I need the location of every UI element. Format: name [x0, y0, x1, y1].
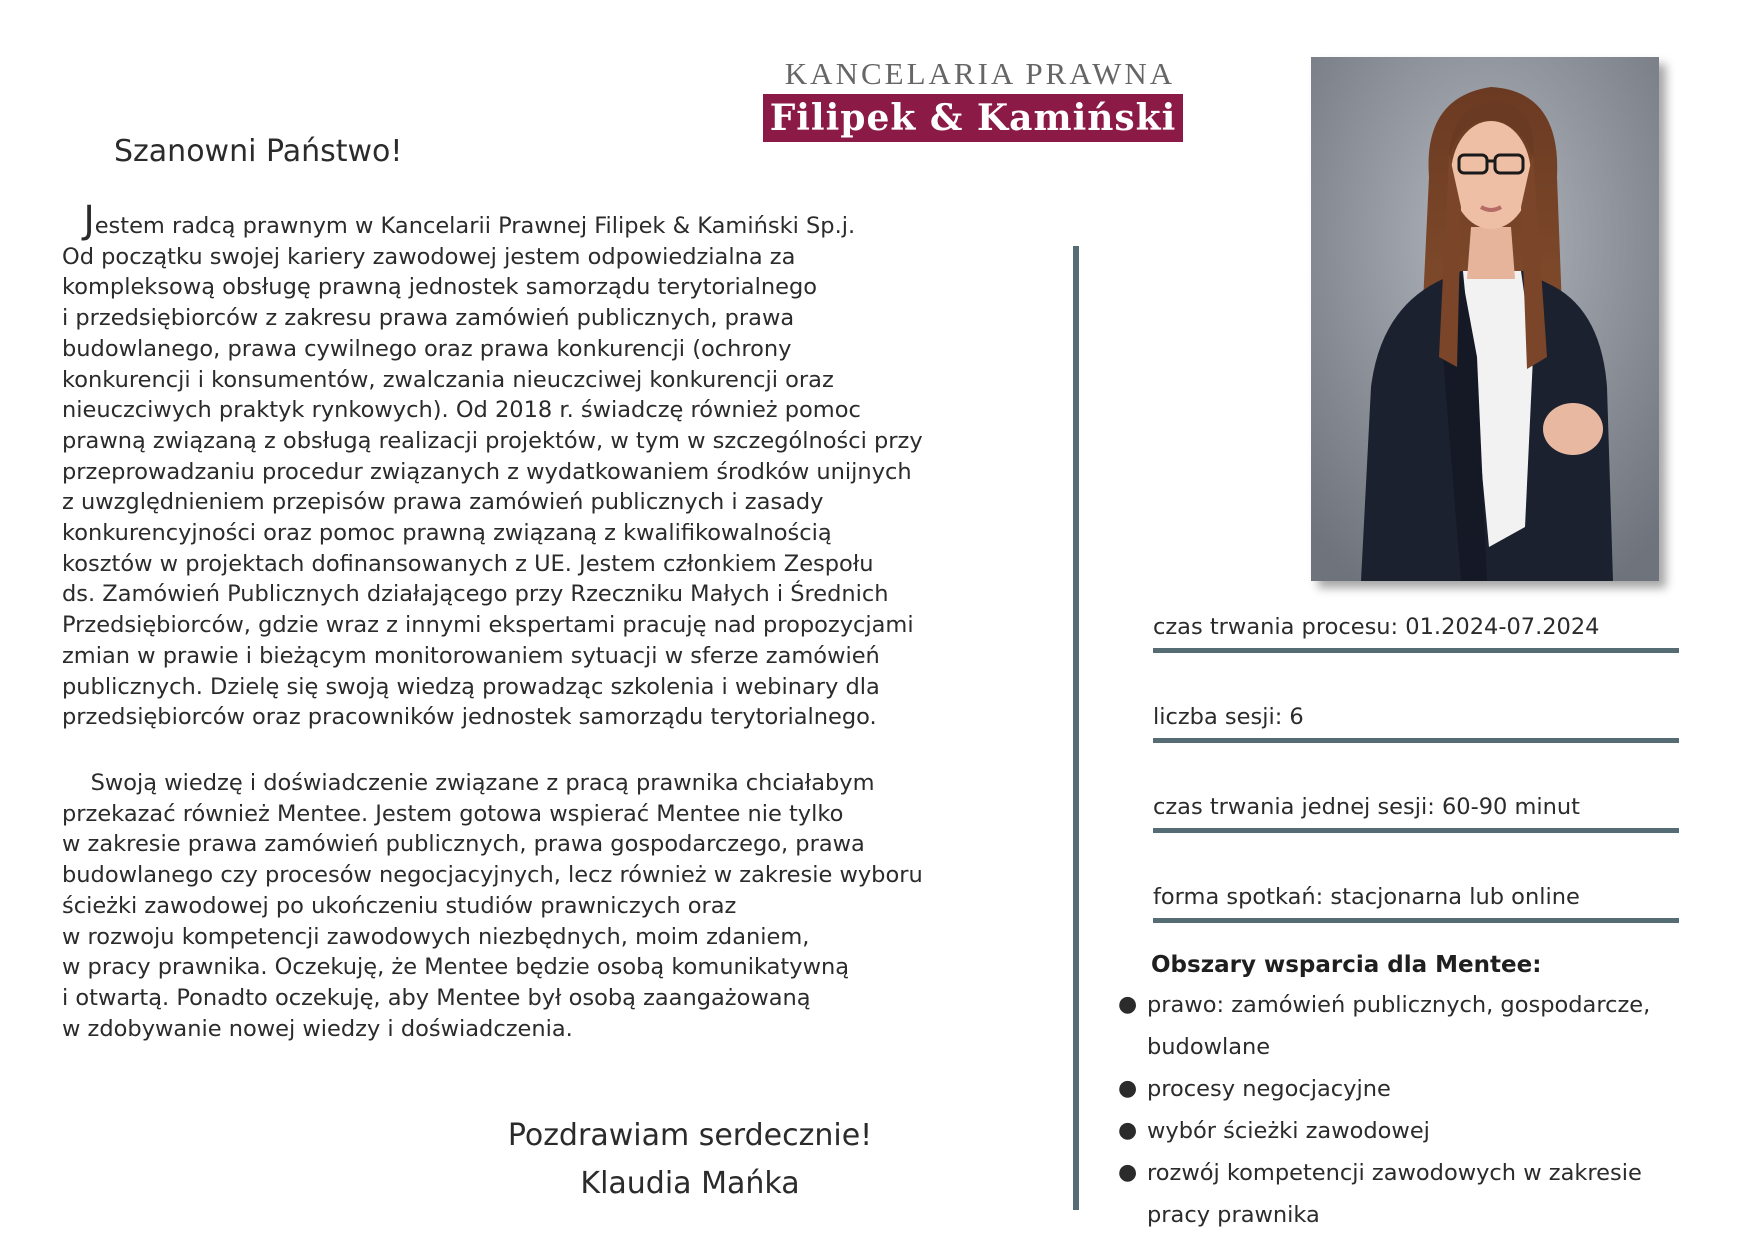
text-line: budowlanego, prawa cywilnego oraz prawa konkurencji (ochrony: [62, 335, 792, 362]
text-line: Jestem radcą prawnym w Kancelarii Prawnej Filipek & Kamiński Sp.j.: [83, 198, 856, 242]
info-session-length: [1153, 794, 1679, 820]
text-line: w zdobywanie nowej wiedzy i doświadczenia.: [62, 1015, 573, 1042]
text-line: konkurencyjności oraz pomoc prawną związaną z kwalifikowalnością: [62, 520, 832, 547]
vertical-divider: [1073, 246, 1079, 1210]
text-line: Przedsiębiorców, gdzie wraz z innymi ekspertami pracuję nad propozycjami: [62, 612, 914, 639]
text-line: ścieżki zawodowej po ukończeniu studiów prawniczych oraz: [62, 892, 737, 919]
list-item: ● procesy negocjacyjne: [1118, 1068, 1738, 1110]
support-areas-list: [1118, 984, 1738, 1236]
info-duration: [1153, 614, 1679, 640]
closing-phrase: Pozdrawiam serdecznie!: [507, 1118, 873, 1153]
bio-paragraph-1: [62, 198, 1072, 733]
text-line: w zakresie prawa zamówień publicznych, prawa gospodarczego, prawa: [62, 831, 865, 858]
text-line: w rozwoju kompetencji zawodowych niezbędnych, moim zdaniem,: [62, 923, 810, 950]
info-session-length-text: czas trwania jednej sesji: 60-90 minut: [1153, 794, 1581, 820]
logo-top-text: KANCELARIA PRAWNA: [784, 56, 1176, 91]
text-line: publicznych. Dzielę się swoją wiedzą prowadząc szkolenia i webinary dla: [62, 673, 880, 700]
info-rule: [1153, 738, 1679, 743]
list-item: ● wybór ścieżki zawodowej: [1118, 1110, 1738, 1152]
text-line: z uwzględnieniem przepisów prawa zamówień publicznych i zasady: [62, 489, 824, 516]
info-meeting-form-text: forma spotkań: stacjonarna lub online: [1153, 884, 1580, 910]
text-line: Swoją wiedzę i doświadczenie związane z pracą prawnika chciałabym: [90, 770, 875, 796]
signature-name: Klaudia Mańka: [580, 1166, 800, 1201]
text-line: ds. Zamówień Publicznych działającego przy Rzeczniku Małych i Średnich: [62, 581, 889, 608]
list-item: ● rozwój kompetencji zawodowych w zakresie pracy prawnika: [1118, 1152, 1738, 1236]
drop-cap: J: [83, 198, 95, 242]
text-line: Od początku swojej kariery zawodowej jestem odpowiedzialna za: [62, 243, 796, 270]
logo-name-box: Filipek & Kamiński: [763, 94, 1183, 142]
text-line: kosztów w projektach dofinansowanych z UE. Jestem członkiem Zespołu: [62, 550, 874, 577]
info-rule: [1153, 648, 1679, 653]
text-line: i przedsiębiorców z zakresu prawa zamówień publicznych, prawa: [62, 305, 795, 332]
bullet-icon: ●: [1118, 1118, 1138, 1143]
text-line: nieuczciwych praktyk rynkowych). Od 2018 r. świadczę również pomoc: [62, 397, 861, 424]
text-line: przekazać również Mentee. Jestem gotowa wspierać Mentee nie tylko: [62, 800, 844, 827]
text-line: zmian w prawie i bieżącym monitorowaniem sytuacji w sferze zamówień: [62, 642, 880, 669]
text-line: prawną związaną z obsługą realizacji projektów, w tym w szczególności przy: [62, 427, 923, 454]
info-sessions: [1153, 704, 1679, 730]
info-meeting-form: [1153, 884, 1679, 910]
text-line: przedsiębiorców oraz pracowników jednostek samorządu terytorialnego.: [62, 704, 877, 731]
bullet-icon: ●: [1118, 992, 1138, 1017]
list-item: ● prawo: zamówień publicznych, gospodarcze, budowlane: [1118, 984, 1738, 1068]
text-line: konkurencji i konsumentów, zwalczania nieuczciwej konkurencji oraz: [62, 366, 834, 393]
bullet-icon: ●: [1118, 1160, 1138, 1185]
text-line: kompleksową obsługę prawną jednostek samorządu terytorialnego: [62, 274, 817, 301]
info-rule: [1153, 828, 1679, 833]
info-sessions-text: liczba sesji: 6: [1153, 704, 1304, 730]
bio-paragraph-2: [62, 768, 1072, 1044]
greeting: Szanowni Państwo!: [114, 134, 403, 169]
info-rule: [1153, 918, 1679, 923]
text-line: przeprowadzaniu procedur związanych z wydatkowaniem środków unijnych: [62, 458, 912, 485]
portrait-photo: [1311, 57, 1659, 581]
text-line: i otwartą. Ponadto oczekuję, aby Mentee był osobą zaangażowaną: [62, 984, 811, 1011]
text-line: budowlanego czy procesów negocjacyjnych, lecz również w zakresie wyboru: [62, 862, 923, 889]
support-areas-title: Obszary wsparcia dla Mentee:: [1151, 952, 1542, 978]
info-duration-text: czas trwania procesu: 01.2024-07.2024: [1153, 614, 1600, 640]
bullet-icon: ●: [1118, 1076, 1138, 1101]
text-line: w pracy prawnika. Oczekuję, że Mentee będzie osobą komunikatywną: [62, 954, 850, 981]
